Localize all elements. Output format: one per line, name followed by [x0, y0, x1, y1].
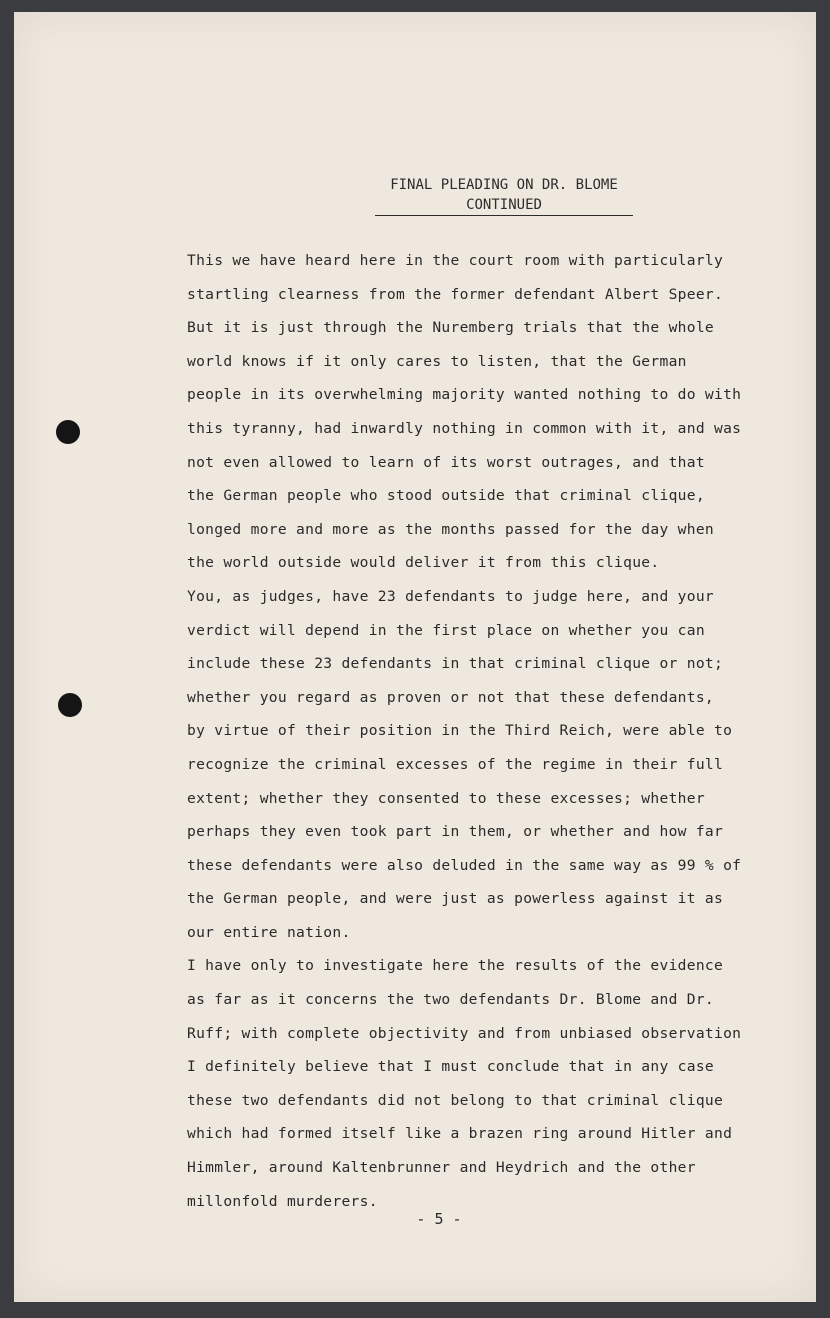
- text-line: I definitely believe that I must conclude that in any case: [187, 1058, 714, 1076]
- punch-hole: [58, 693, 82, 717]
- text-line: these two defendants did not belong to that criminal clique: [187, 1091, 724, 1109]
- text-line: this tyranny, had inwardly nothing in common with it, and was: [187, 419, 742, 437]
- heading-subtitle: CONTINUED: [375, 195, 633, 216]
- text-line: verdict will depend in the first place on whether you can: [187, 621, 705, 639]
- text-line: the German people, and were just as powerless against it as: [187, 890, 724, 908]
- text-line: recognize the criminal excesses of the regime in their full: [187, 755, 724, 773]
- text-line: by virtue of their position in the Third Reich, were able to: [187, 722, 733, 740]
- text-line: include these 23 defendants in that criminal clique or not;: [187, 655, 724, 673]
- text-line: our entire nation.: [187, 923, 351, 941]
- text-line: as far as it concerns the two defendants Dr. Blome and Dr.: [187, 991, 714, 1009]
- text-line: longed more and more as the months passed for the day when: [187, 520, 714, 538]
- punch-hole: [56, 420, 80, 444]
- text-line: people in its overwhelming majority wanted nothing to do with: [187, 386, 742, 404]
- text-line: extent; whether they consented to these excesses; whether: [187, 789, 705, 807]
- text-line: You, as judges, have 23 defendants to judge here, and your: [187, 587, 714, 605]
- text-line: I have only to investigate here the results of the evidence: [187, 957, 724, 975]
- document-page: [14, 12, 816, 1302]
- heading-title: FINAL PLEADING ON DR. BLOME: [390, 177, 618, 193]
- document-heading: [369, 175, 639, 216]
- text-line: Ruff; with complete objectivity and from unbiased observation: [187, 1024, 742, 1042]
- text-line: perhaps they even took part in them, or whether and how far: [187, 823, 724, 841]
- text-line: these defendants were also deluded in the same way as 99 % of: [187, 856, 742, 874]
- text-line: millonfold murderers.: [187, 1192, 378, 1210]
- text-line: Himmler, around Kaltenbrunner and Heydrich and the other: [187, 1159, 696, 1177]
- text-line: This we have heard here in the court room with particularly: [187, 252, 724, 269]
- text-line: not even allowed to learn of its worst outrages, and that: [187, 453, 705, 471]
- body-text: [187, 244, 807, 1218]
- text-line: world knows if it only cares to listen, that the German: [187, 352, 687, 370]
- text-line: whether you regard as proven or not that these defendants,: [187, 688, 714, 706]
- text-line: the German people who stood outside that criminal clique,: [187, 487, 705, 505]
- text-line: which had formed itself like a brazen ring around Hitler and: [187, 1125, 733, 1143]
- text-line: the world outside would deliver it from this clique.: [187, 554, 660, 572]
- page-number: - 5 -: [416, 1210, 462, 1228]
- text-line: But it is just through the Nuremberg trials that the whole: [187, 319, 714, 337]
- text-line: startling clearness from the former defendant Albert Speer.: [187, 285, 724, 303]
